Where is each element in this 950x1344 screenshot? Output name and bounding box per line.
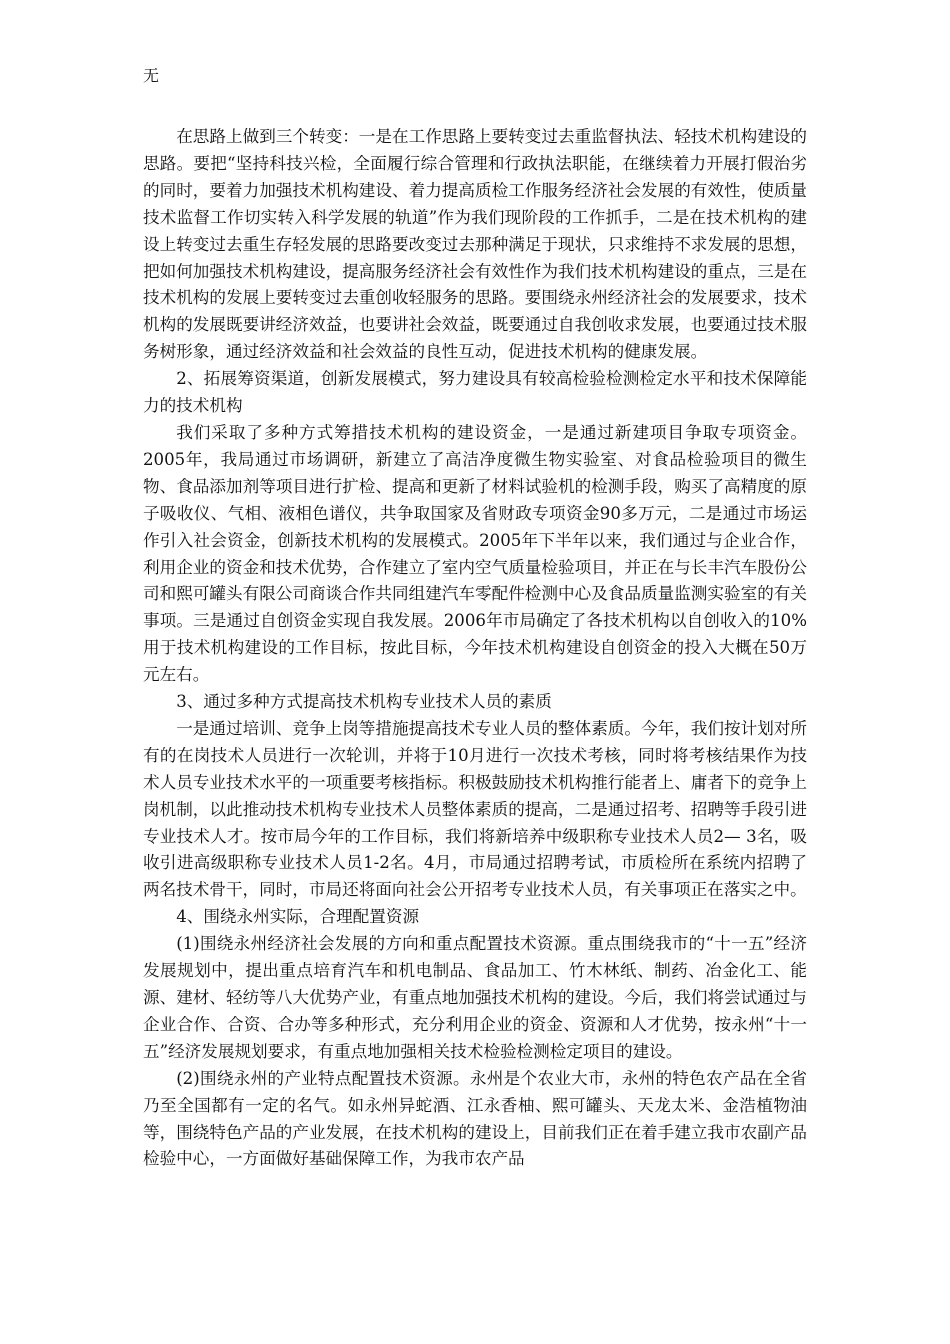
paragraph: 一是通过培训、竞争上岗等措施提高技术专业人员的整体素质。今年，我们按计划对所有的在岗技术人员进行一次轮训，并将于10月进行一次技术考核，同时将考核结果作为技术人员专业技术水平的一项重要考核指标。积极鼓励技术机构推行能者上、庸者下的竞争上岗机制，以此推动技术机构专业技术人员整体素质的提高，二是通过招考、招聘等手段引进专业技术人才。按市局今年的工作目标，我们将新培养中级职称专业技术人员2— 3名，吸收引进高级职称专业技术人员1-2名。4月，市局通过招聘考试，市质检所在系统内招聘了两名技术骨干，同时，市局还将面向社会公开招考专业技术人员，有关事项正在落实之中。 <box>143 718 807 900</box>
paragraph: (2)围绕永州的产业特点配置技术资源。永州是个农业大市，永州的特色农产品在全省乃至全国都有一定的名气。如永州异蛇酒、江永香柚、熙可罐头、天龙太米、金浩植物油等，围绕特色产品的产业发展，在技术机构的建设上，目前我们正在着手建立我市农副产品检验中心，一方面做好基础保障工作，为我市农产品 <box>143 1068 807 1169</box>
paragraph: (1)围绕永州经济社会发展的方向和重点配置技术资源。重点围绕我市的“十一五”经济发展规划中，提出重点培育汽车和机电制品、食品加工、竹木林纸、制药、冶金化工、能源、建材、轻纺等八大优势产业，有重点地加强技术机构的建设。今后，我们将尝试通过与企业合作、合资、合办等多种形式，充分利用企业的资金、资源和人才优势，按永州“十一五”经济发展规划要求，有重点地加强相关技术检验检测检定项目的建设。 <box>143 934 807 1061</box>
section-heading: 4、围绕永州实际，合理配置资源 <box>176 907 420 927</box>
section-heading: 3、通过多种方式提高技术机构专业技术人员的素质 <box>176 692 552 712</box>
section-heading: 2、拓展筹资渠道，创新发展模式，努力建设具有较高检验检测检定水平和技术保障能力的技术机构 <box>143 369 807 416</box>
paragraph: 我们采取了多种方式筹措技术机构的建设资金，一是通过新建项目争取专项资金。2005年，我局通过市场调研，新建立了高洁净度微生物实验室、对食品检验项目的微生物、食品添加剂等项目进行扩检、提高和更新了材料试验机的检测手段，购买了高精度的原子吸收仪、气相、液相色谱仪，共争取国家及省财政专项资金90多万元，二是通过市场运作引入社会资金，创新技术机构的发展模式。2005年下半年以来，我们通过与企业合作，利用企业的资金和技术优势，合作建立了室内空气质量检验项目，并正在与长丰汽车股份公司和熙可罐头有限公司商谈合作共同组建汽车零配件检测中心及食品质量监测实验室的有关事项。三是通过自创资金实现自我发展。2006年市局确定了各技术机构以自创收入的10%用于技术机构建设的工作目标，按此目标，今年技术机构建设自创资金的投入大概在50万元左右。 <box>143 422 807 685</box>
document-body <box>143 124 807 1173</box>
page-header: 无 <box>143 66 160 85</box>
paragraph: 在思路上做到三个转变：一是在工作思路上要转变过去重监督执法、轻技术机构建设的思路。要把“坚持科技兴检，全面履行综合管理和行政执法职能，在继续着力开展打假治劣的同时，要着力加强技术机构建设、着力提高质检工作服务经济社会发展的有效性，使质量技术监督工作切实转入科学发展的轨道”作为我们现阶段的工作抓手，二是在技术机构的建设上转变过去重生存轻发展的思路要改变过去那种满足于现状，只求维持不求发展的思想，把如何加强技术机构建设，提高服务经济社会有效性作为我们技术机构建设的重点，三是在技术机构的发展上要转变过去重创收轻服务的思路。要围绕永州经济社会的发展要求，技术机构的发展既要讲经济效益，也要讲社会效益，既要通过自我创收求发展，也要通过技术服务树形象，通过经济效益和社会效益的良性互动，促进技术机构的健康发展。 <box>143 127 807 362</box>
